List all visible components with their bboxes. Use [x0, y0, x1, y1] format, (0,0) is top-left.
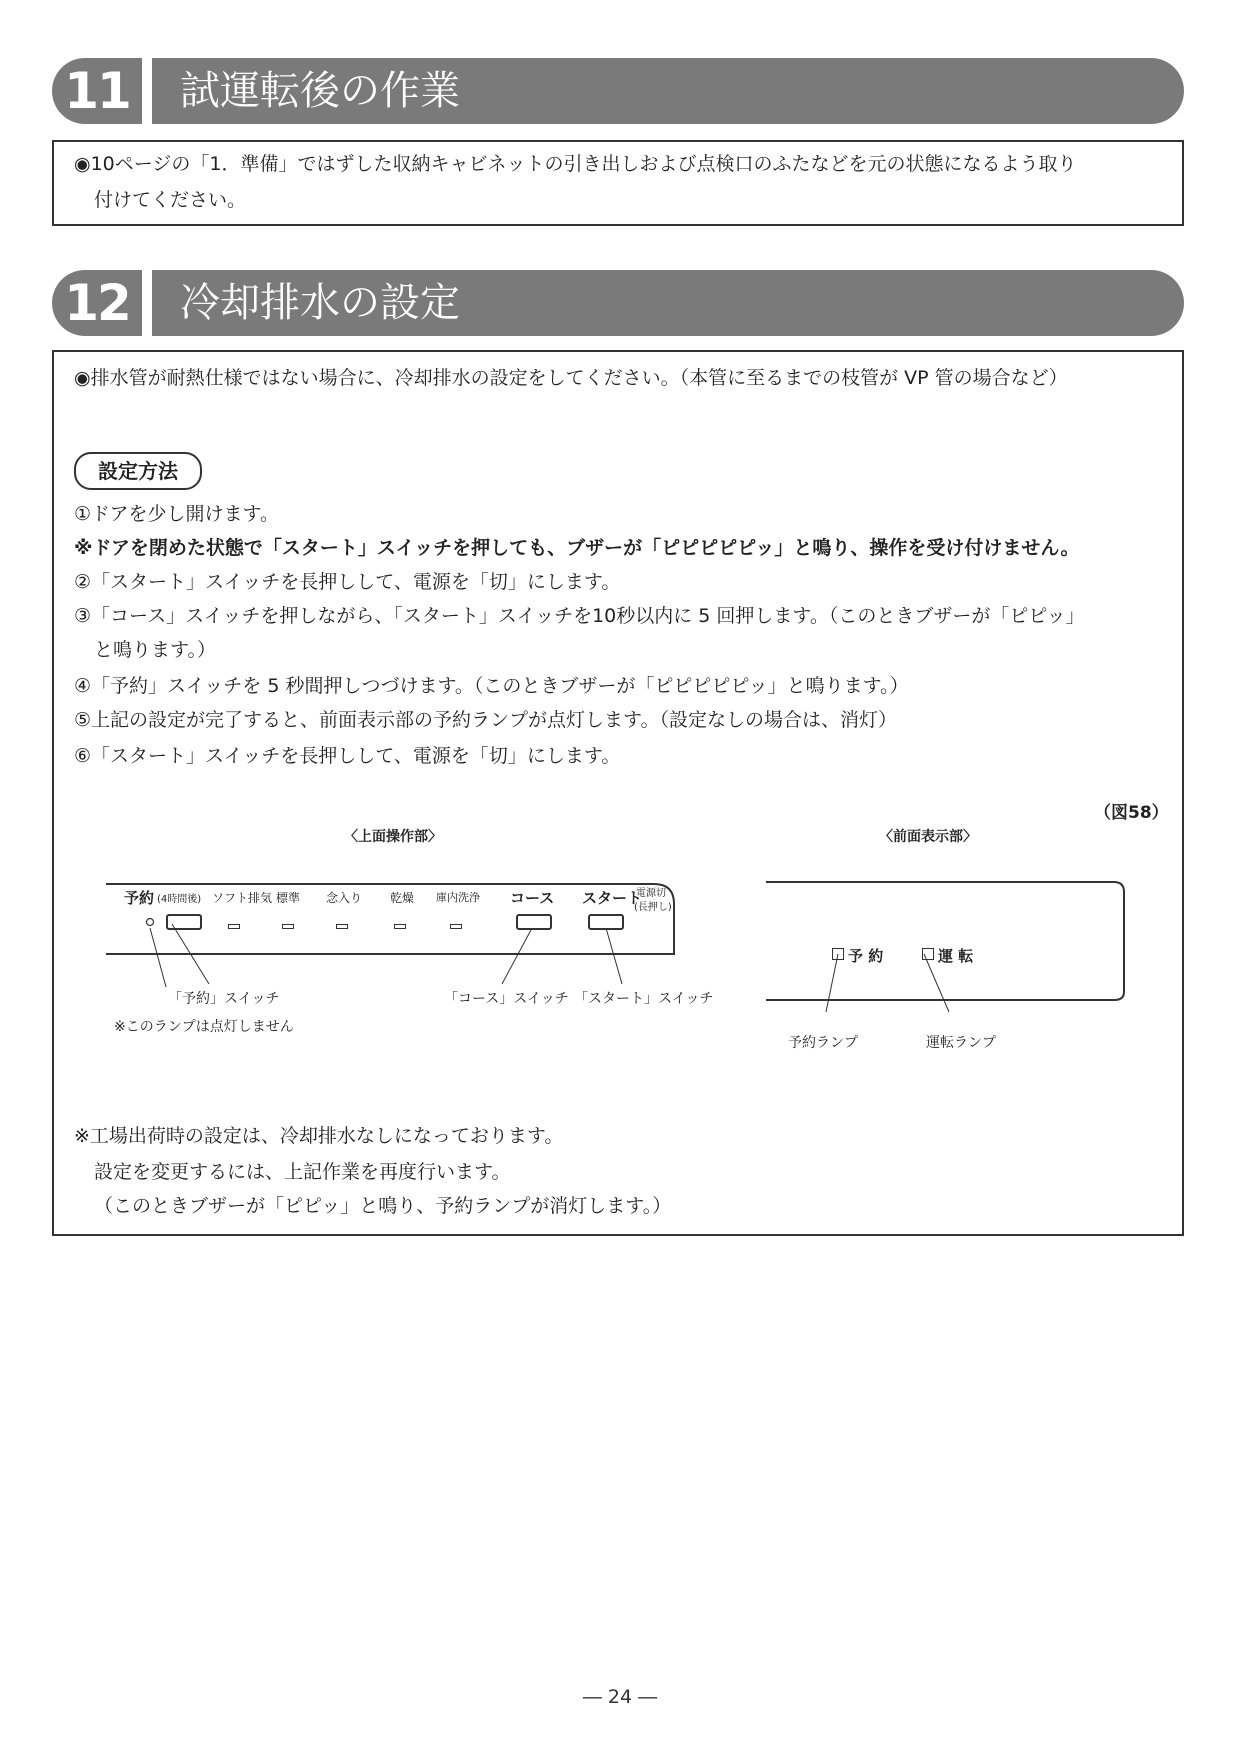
- figure-number: （図58）: [1094, 803, 1169, 823]
- top-power-sub-label: (長押し): [634, 902, 672, 913]
- yoyaku-lamp-circle: [147, 919, 154, 926]
- inner-led: [450, 924, 462, 929]
- page-number: ― 24 ―: [582, 1686, 658, 1708]
- section-11-title: 試運転後の作業: [152, 58, 1184, 124]
- soft-led: [228, 924, 240, 929]
- section-12-number: 12: [52, 270, 142, 336]
- top-power-label: 電源切: [636, 888, 666, 899]
- step-1: ①ドアを少し開けます。: [74, 503, 279, 525]
- top-yoyaku-sub-label: (4時間後): [157, 894, 202, 905]
- section-11-number: 11: [52, 58, 142, 124]
- step-3: ③「コース」スイッチを押しながら、「スタート」スイッチを10秒以内に 5 回押します。（このときブザーが「ピピッ」: [74, 605, 1085, 627]
- top-quick-label: 念入り: [326, 891, 363, 905]
- callout-yoyaku-lamp: 予約ランプ: [788, 1035, 858, 1051]
- section-12-intro: ◉排水管が耐熱仕様ではない場合に、冷却排水の設定をしてください。（本管に至るまでの枝管が VP 管の場合など）: [74, 367, 1068, 389]
- front-yoyaku-label: 予 約: [848, 947, 884, 965]
- standard-led: [282, 924, 294, 929]
- top-yoyaku-label: 予約: [124, 889, 155, 907]
- step-4: ④「予約」スイッチを 5 秒間押しつづけます。（このときブザーが「ピピピピピッ」と鳴ります。）: [74, 675, 909, 697]
- callout-start-switch: 「スタート」スイッチ: [574, 991, 714, 1007]
- step-3-cont: と鳴ります。）: [94, 639, 216, 661]
- callout-unten-lamp: 運転ランプ: [926, 1035, 996, 1051]
- section-11-header: [52, 58, 1184, 124]
- callout-lamp-note: ※このランプは点灯しません: [114, 1019, 294, 1035]
- step-5: ⑤上記の設定が完了すると、前面表示部の予約ランプが点灯します。（設定なしの場合は、消灯）: [74, 709, 898, 731]
- front-panel-caption: 〈前面表示部〉: [879, 829, 977, 845]
- step-6: ⑥「スタート」スイッチを長押しして、電源を「切」にします。: [74, 745, 621, 767]
- yoyaku-switch: [166, 914, 202, 930]
- top-dry-label: 乾燥: [390, 891, 415, 905]
- section-12-header: [52, 270, 1184, 336]
- quick-led: [336, 924, 348, 929]
- front-unten-label: 運 転: [938, 947, 974, 965]
- course-switch: [516, 914, 552, 930]
- section-11-line-2: 付けてください。: [94, 189, 247, 211]
- front-unten-lamp: [922, 948, 934, 960]
- note-2: 設定を変更するには、上記作業を再度行います。: [94, 1161, 511, 1183]
- section-12-title: 冷却排水の設定: [152, 270, 1184, 336]
- top-inner-label: 庫内洗浄: [436, 891, 480, 904]
- note-1: ※工場出荷時の設定は、冷却排水なしになっております。: [74, 1125, 564, 1147]
- top-course-label: コース: [510, 889, 555, 907]
- step-2: ②「スタート」スイッチを長押しして、電源を「切」にします。: [74, 571, 621, 593]
- dry-led: [394, 924, 406, 929]
- front-panel-outline: [766, 882, 1124, 1000]
- section-11-box: [52, 140, 1184, 226]
- method-label: 設定方法: [74, 452, 202, 490]
- top-panel-caption: 〈上面操作部〉: [344, 829, 442, 845]
- front-yoyaku-lamp: [832, 948, 844, 960]
- callout-course-switch: 「コース」スイッチ: [444, 991, 569, 1007]
- top-start-label: スタート: [582, 889, 643, 907]
- callout-yoyaku-switch: 「予約」スイッチ: [168, 991, 280, 1007]
- note-3: （このときブザーが「ピピッ」と鳴り、予約ランプが消灯します。）: [94, 1195, 672, 1217]
- section-12-box: [52, 350, 1184, 1236]
- section-11-line-1: ◉10ページの「1．準備」ではずした収納キャビネットの引き出しおよび点検口のふたなどを元の状態になるよう取り: [74, 153, 1077, 175]
- start-switch: [588, 914, 624, 930]
- top-soft-label: ソフト排気: [212, 891, 273, 905]
- step-warning: ※ドアを閉めた状態で「スタート」スイッチを押しても、ブザーが「ピピピピピッ」と鳴り、操作を受け付けません。: [74, 537, 1080, 559]
- top-standard-label: 標準: [276, 891, 301, 905]
